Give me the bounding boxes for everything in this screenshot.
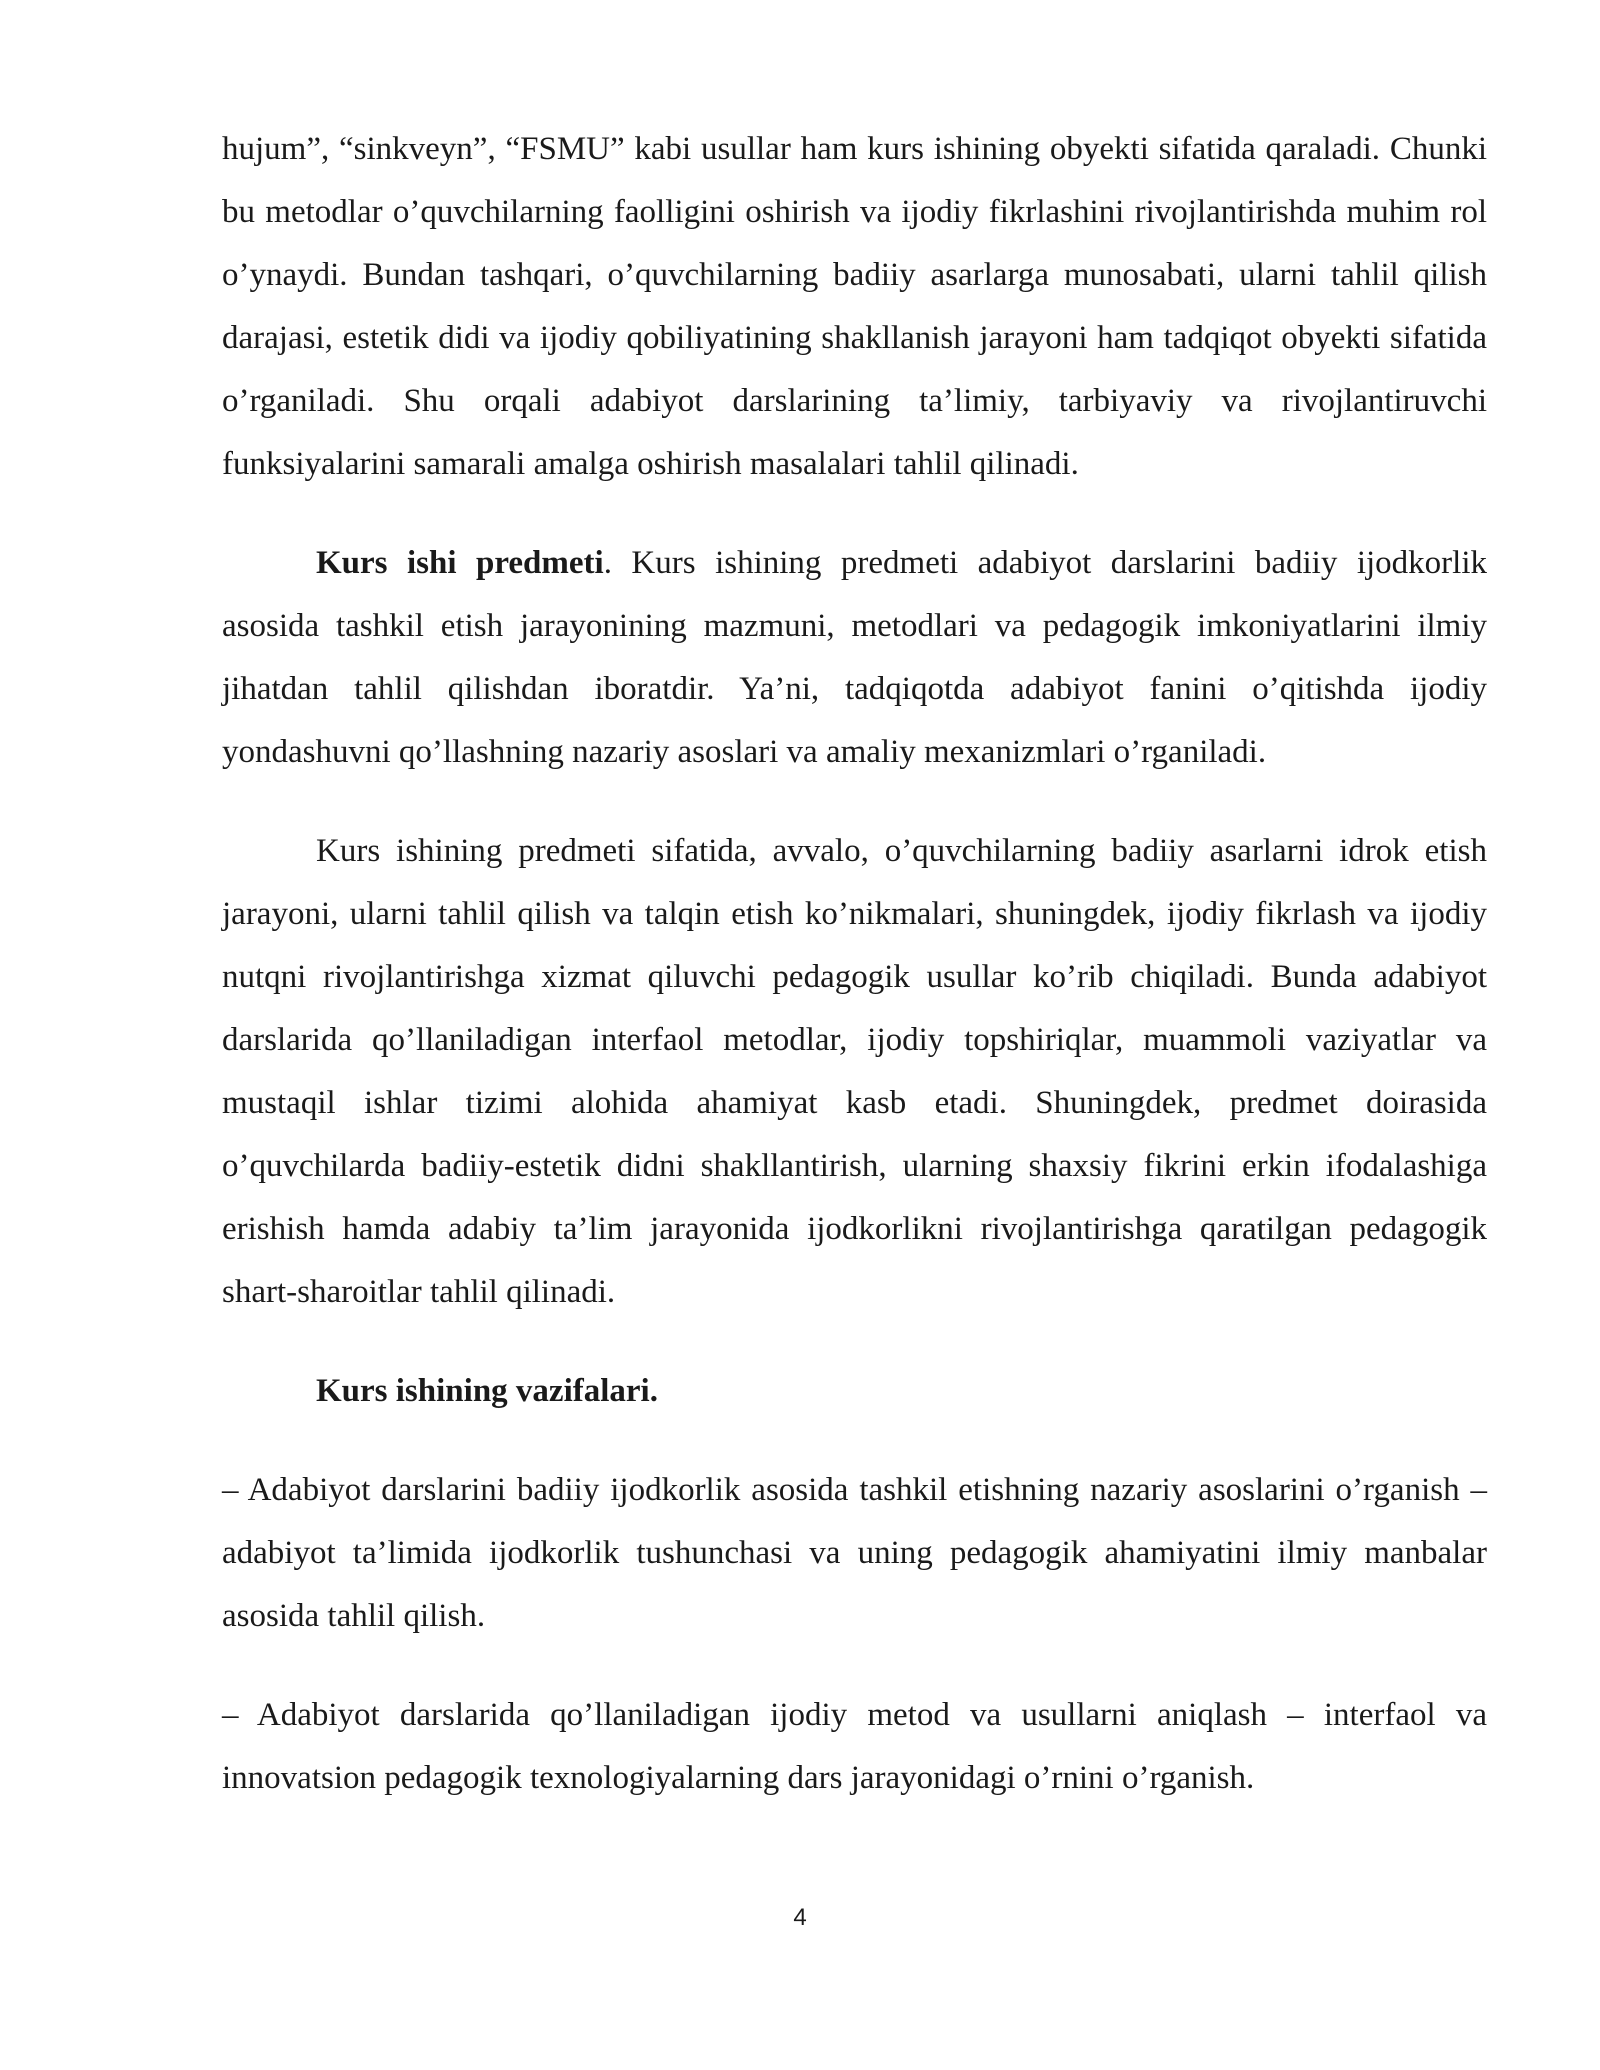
page-number: 4 [793, 1904, 807, 1931]
task-item-2: – Adabiyot darslarida qo’llaniladigan ijodiy metod va usullarni aniqlash – interfaol va innovatsion pedagogik texnologiyalarning dars jarayonidagi o’rnini o’rganish. [222, 1697, 1487, 1796]
task-item-1: – Adabiyot darslarini badiiy ijodkorlik asosida tashkil etishning nazariy asoslarini o’rganish – adabiyot ta’limida ijodkorlik tushunchasi va uning pedagogik ahamiyatini ilmiy manbalar asosida tahlil qilish. [222, 1472, 1487, 1634]
course-subject-heading: Kurs ishi predmeti [316, 545, 604, 581]
document-page [222, 118, 1487, 1810]
paragraph-subject-details: Kurs ishining predmeti sifatida, avvalo, o’quvchilarning badiiy asarlarni idrok etish jarayoni, ularni tahlil qilish va talqin etish ko’nikmalari, shuningdek, ijodiy fikrlash va ijodiy nutqni rivojlantirishga xizmat qiluvchi pedagogik usullar ko’rib chiqiladi. Bunda adabiyot darslarida qo’llaniladigan interfaol metodlar, ijodiy topshiriqlar, muammoli vaziyatlar va mustaqil ishlar tizimi alohida ahamiyat kasb etadi. Shuningdek, predmet doirasida o’quvchilarda badiiy-estetik didni shakllantirish, ularning shaxsiy fikrini erkin ifodalashiga erishish hamda adabiy ta’lim jarayonida ijodkorlikni rivojlantirishga qaratilgan pedagogik shart-sharoitlar tahlil qilinadi. [222, 833, 1487, 1310]
course-subject-text: . Kurs ishining predmeti adabiyot darslarini badiiy ijodkorlik asosida tashkil etish jarayonining mazmuni, metodlari va pedagogik imkoniyatlarini ilmiy jihatdan tahlil qilishdan iboratdir. Ya’ni, tadqiqotda adabiyot fanini o’qitishda ijodiy yondashuvni qo’llashning nazariy asoslari va amaliy mexanizmlari o’rganiladi. [222, 545, 1487, 770]
tasks-heading: Kurs ishining vazifalari. [316, 1373, 658, 1409]
paragraph-course-subject [222, 532, 1487, 784]
paragraph-object-continuation: hujum”, “sinkveyn”, “FSMU” kabi usullar ham kurs ishining obyekti sifatida qaraladi. Chunki bu metodlar o’quvchilarning faolligini oshirish va ijodiy fikrlashini rivojlantirishda muhim rol o’ynaydi. Bundan tashqari, o’quvchilarning badiiy asarlarga munosabati, ularni tahlil qilish darajasi, estetik didi va ijodiy qobiliyatining shakllanish jarayoni ham tadqiqot obyekti sifatida o’rganiladi. Shu orqali adabiyot darslarining ta’limiy, tarbiyaviy va rivojlantiruvchi funksiyalarini samarali amalga oshirish masalalari tahlil qilinadi. [222, 131, 1487, 482]
